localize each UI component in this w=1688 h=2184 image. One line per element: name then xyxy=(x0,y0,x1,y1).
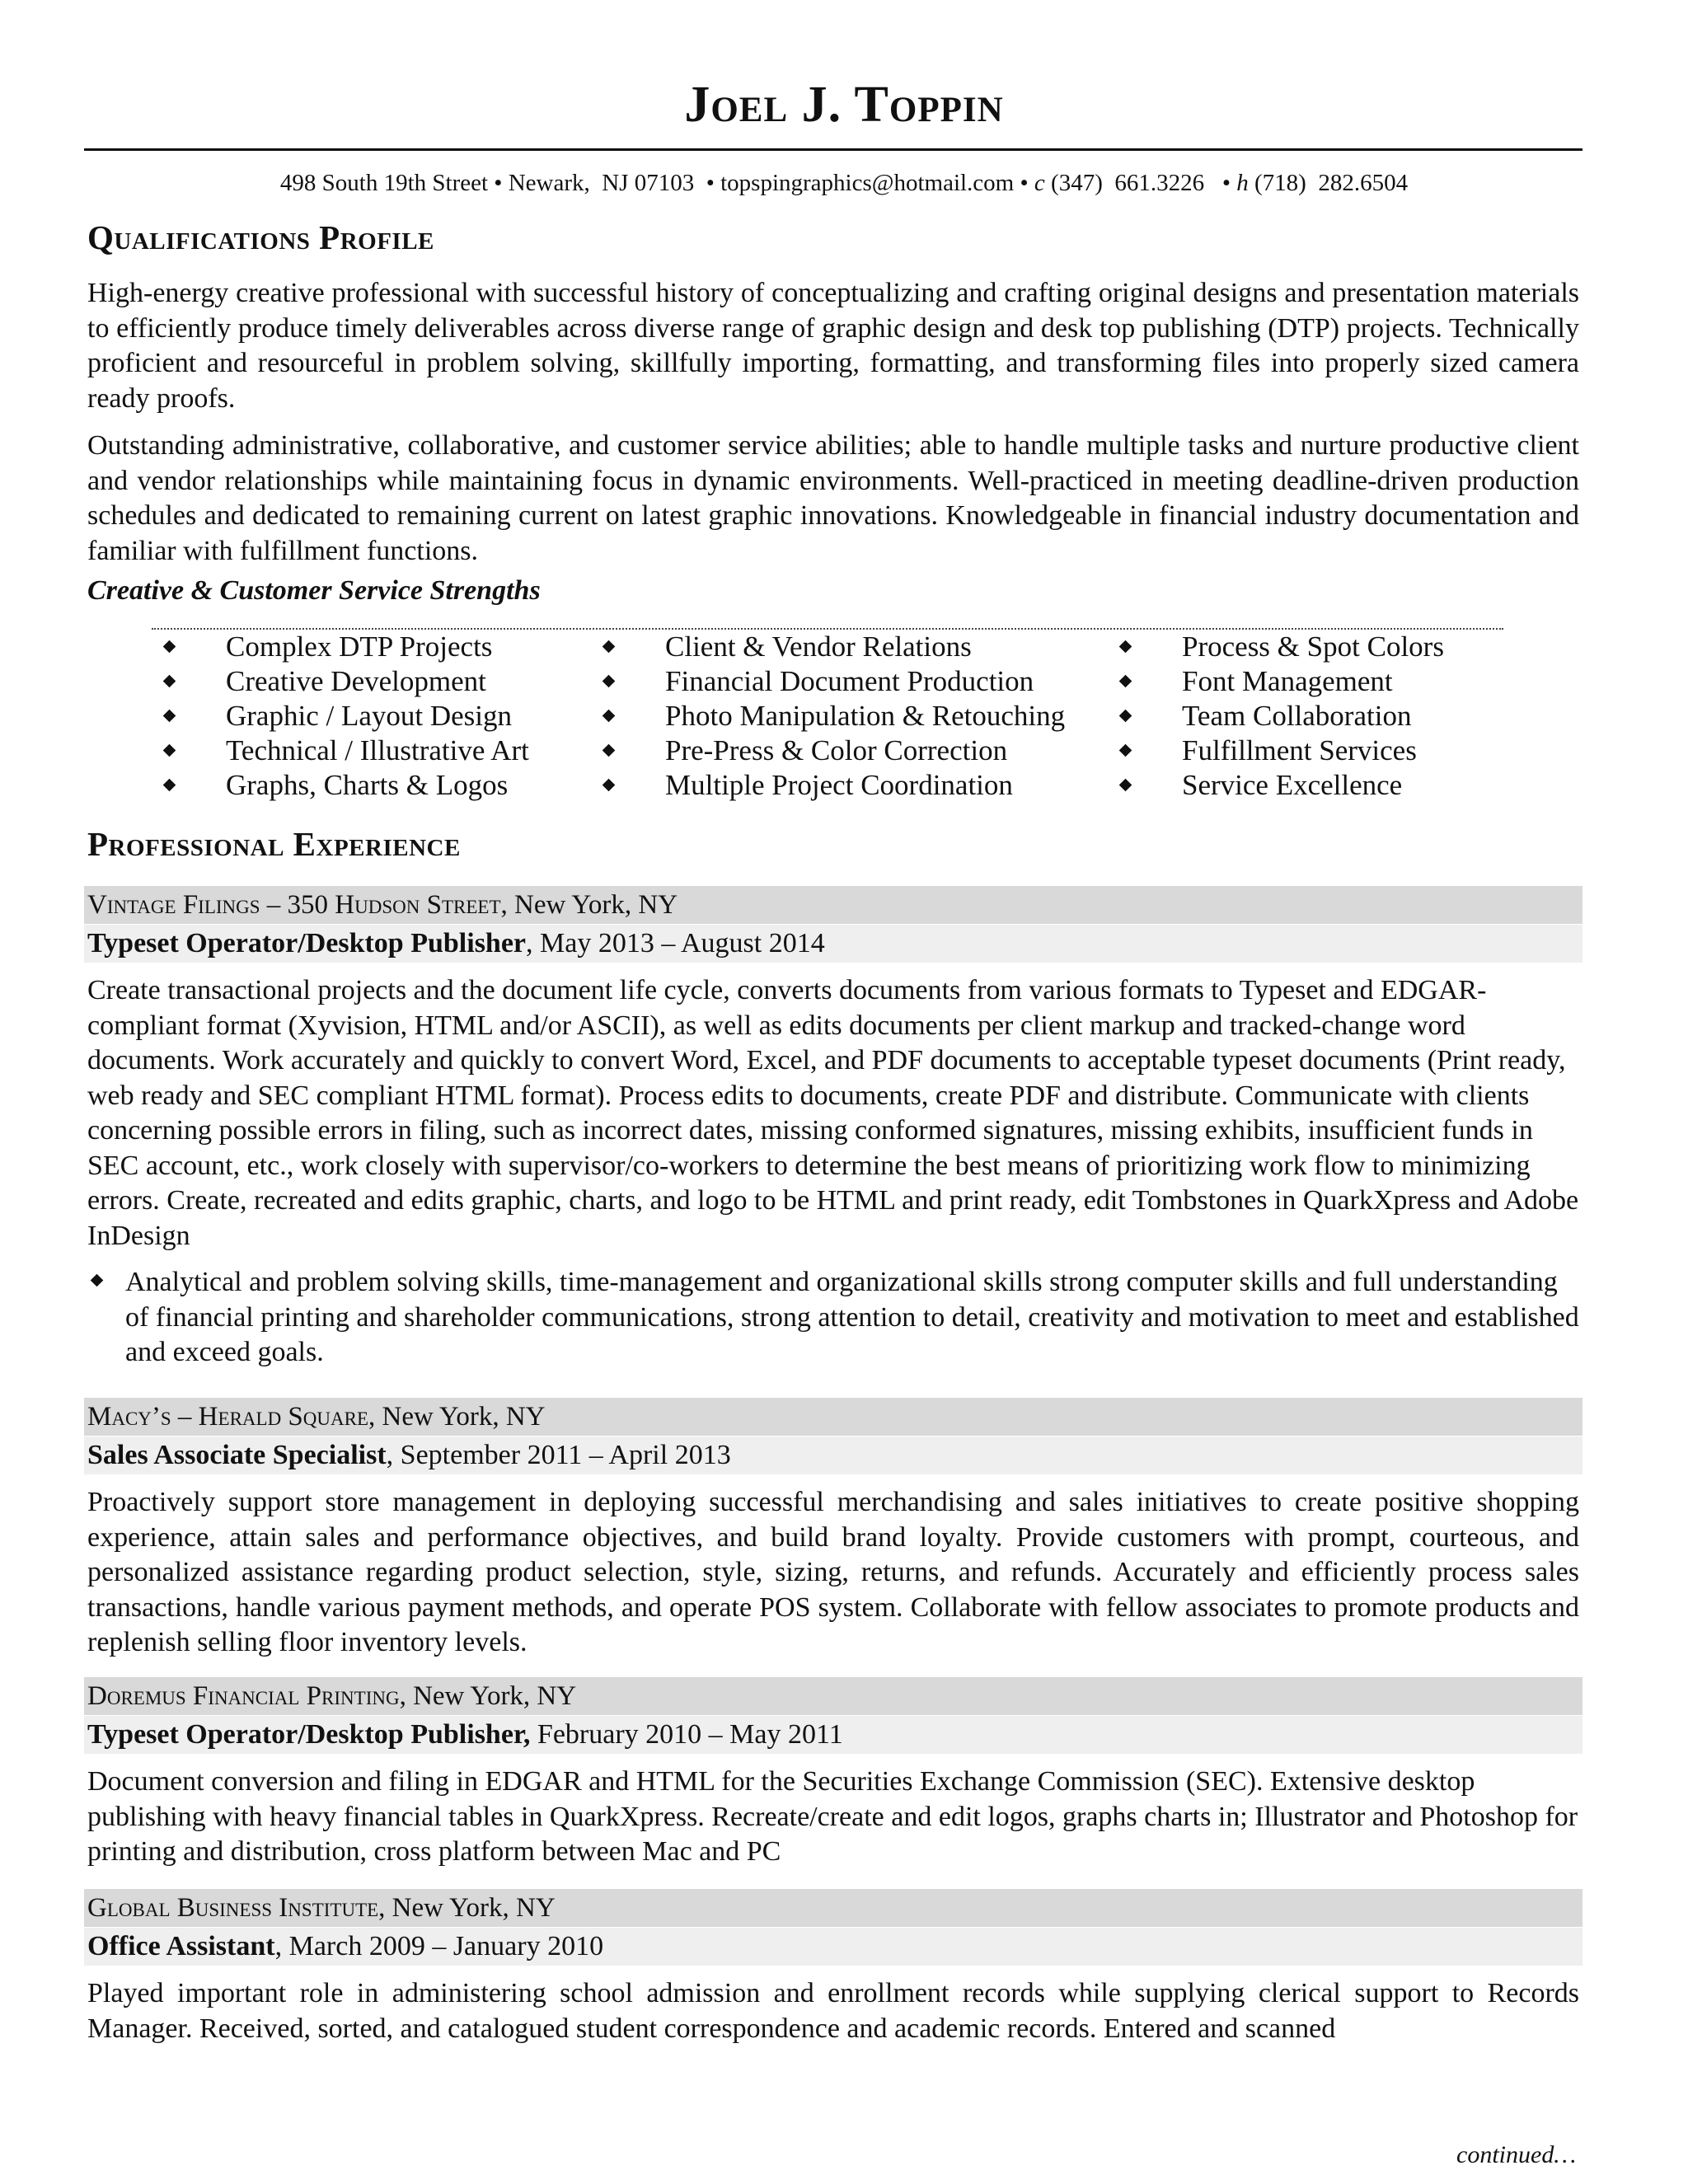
employer-name: Vintage Filings – 350 Hudson Street xyxy=(87,890,501,920)
header-rule xyxy=(84,148,1582,151)
diamond-bullet-icon xyxy=(163,640,176,654)
employer-bar xyxy=(84,886,1582,924)
employer-location: , New York, NY xyxy=(500,890,678,920)
diamond-bullet-icon xyxy=(163,744,176,757)
diamond-bullet-icon xyxy=(163,779,176,792)
diamond-bullet-icon xyxy=(603,675,616,688)
contact-address: 498 South 19th Street • Newark, NJ 07103 • topspingraphics@hotmail.com • xyxy=(279,170,1034,196)
diamond-bullet-icon xyxy=(1119,744,1132,757)
skills-grid: Complex DTP Projects Creative Development Graphic / Layout Design Technical / Illustrative Art Graphs, Charts & Logos Client & Vendor Relations Financial Document Production Photo Manipulation & Retouching Pre-Press & Color Correction Multiple Project Coordination Process & Spot Colors Font Management Team Collaboration Fulfillment Services Service Excellence xyxy=(0,630,1688,811)
job-description: Played important role in administering school admission and enrollment records while supplying clerical support to Records Manager. Received, sorted, and catalogued student correspondence and academic records. Entered and scanned xyxy=(87,1978,1579,2044)
employer-name: Global Business Institute xyxy=(87,1893,379,1923)
role-title: Typeset Operator/Desktop Publisher xyxy=(87,928,527,958)
diamond-bullet-icon xyxy=(603,744,616,757)
continued-note: continued… xyxy=(1456,2141,1576,2168)
diamond-bullet-icon xyxy=(163,675,176,688)
role-bar xyxy=(84,925,1582,963)
qualifications-paragraph-2: Outstanding administrative, collaborative, and customer service abilities; able to handle multiple tasks and nurture productive client and vendor relationships while maintaining focus in dynamic environments. Well-practiced in meeting deadline-driven production schedules and dedicated to remaining current on latest graphic innovations. Knowledgeable in financial industry documentation and familiar with fulfillment functions. xyxy=(87,430,1579,566)
diamond-bullet-icon xyxy=(1119,710,1132,723)
candidate-name: Joel J. Toppin xyxy=(684,77,1004,133)
diamond-bullet-icon xyxy=(603,779,616,792)
role-bar xyxy=(84,1716,1582,1754)
strengths-subheading: Creative & Customer Service Strengths xyxy=(87,575,541,606)
job-description: Create transactional projects and the document life cycle, converts documents from various formats to Typeset and EDGAR-compliant format (Xyvision, HTML and/or ASCII), as well as edits documents per client markup and tracked-change word documents. Work accurately and quickly to convert Word, Excel, and PDF documents to acceptable typeset documents (Print ready, web ready and SEC compliant HTML format). Process edits to documents, create PDF and distribute. Communicate with clients concerning possible errors in filing, such as incorrect dates, missing conformed signatures, missing exhibits, insufficient funds in SEC account, etc., work closely with supervisor/co-workers to determine the best means of prioritizing work flow to minimizing errors. Create, recreated and edits graphic, charts, and logo to be HTML and print ready, edit Tombstones in QuarkXpress and Adobe InDesign xyxy=(87,975,1579,1251)
diamond-bullet-icon xyxy=(603,710,616,723)
role-title: Office Assistant xyxy=(87,1931,275,1961)
diamond-bullet-icon xyxy=(603,640,616,654)
cell-label: c xyxy=(1034,170,1045,196)
employer-bar xyxy=(84,1677,1582,1715)
role-bar xyxy=(84,1928,1582,1966)
role-title: Sales Associate Specialist xyxy=(87,1440,387,1470)
role-dates: February 2010 – May 2011 xyxy=(530,1719,843,1750)
diamond-bullet-icon xyxy=(1119,779,1132,792)
qualifications-title: Qualifications Profile xyxy=(87,218,434,256)
diamond-bullet-icon xyxy=(1119,640,1132,654)
role-bar xyxy=(84,1436,1582,1474)
cell-number: (347) 661.3226 • xyxy=(1044,170,1237,196)
employer-location: , New York, NY xyxy=(378,1893,556,1923)
employer-location: , New York, NY xyxy=(399,1681,577,1711)
role-title: Typeset Operator/Desktop Publisher, xyxy=(87,1719,531,1750)
experience-title: Professional Experience xyxy=(87,825,461,863)
home-number: (718) 282.6504 xyxy=(1248,170,1409,196)
employer-name: Doremus Financial Printing xyxy=(87,1681,400,1711)
diamond-bullet-icon xyxy=(91,1274,104,1287)
diamond-bullet-icon xyxy=(1119,675,1132,688)
role-dates: , March 2009 – January 2010 xyxy=(274,1931,604,1961)
contact-line xyxy=(0,170,1688,197)
job-description: Proactively support store management in deploying successful merchandising and sales initiatives to create positive shopping experience, attain sales and performance objectives, and build brand loyalty. Provide customers with prompt, courteous, and personalized assistance regarding product selection, style, sizing, returns, and refunds. Accurately and efficiently process sales transactions, handle various payment methods, and operate POS system. Collaborate with fellow associates to promote products and replenish selling floor inventory levels. xyxy=(87,1487,1579,1657)
role-dates: , September 2011 – April 2013 xyxy=(386,1440,731,1470)
diamond-bullet-icon xyxy=(163,710,176,723)
job-description: Document conversion and filing in EDGAR and HTML for the Securities Exchange Commission (SEC). Extensive desktop publishing with heavy financial tables in QuarkXpress. Recreate/create and edit logos, graphs charts in; Illustrator and Photoshop for printing and distribution, cross platform between Mac and PC xyxy=(87,1766,1578,1867)
role-dates: , May 2013 – August 2014 xyxy=(526,928,825,958)
employer-location: , New York, NY xyxy=(368,1402,546,1432)
home-label: h xyxy=(1236,170,1249,196)
employer-bar xyxy=(84,1889,1582,1927)
qualifications-paragraph-1: High-energy creative professional with successful history of conceptualizing and crafting original designs and presentation materials to efficiently produce timely deliverables across diverse range of graphic design and desk top publishing (DTP) projects. Technically proficient and resourceful in problem solving, skillfully importing, formatting, and transforming files into properly sized camera ready proofs. xyxy=(87,278,1579,414)
employer-name: Macy’s – Herald Square xyxy=(87,1402,368,1432)
job-bullet: Analytical and problem solving skills, time-management and organizational skills strong computer skills and full understanding of financial printing and shareholder communications, strong attention to detail, creativity and motivation to meet and established and exceed goals. xyxy=(87,1265,1579,1371)
employer-bar xyxy=(84,1398,1582,1436)
